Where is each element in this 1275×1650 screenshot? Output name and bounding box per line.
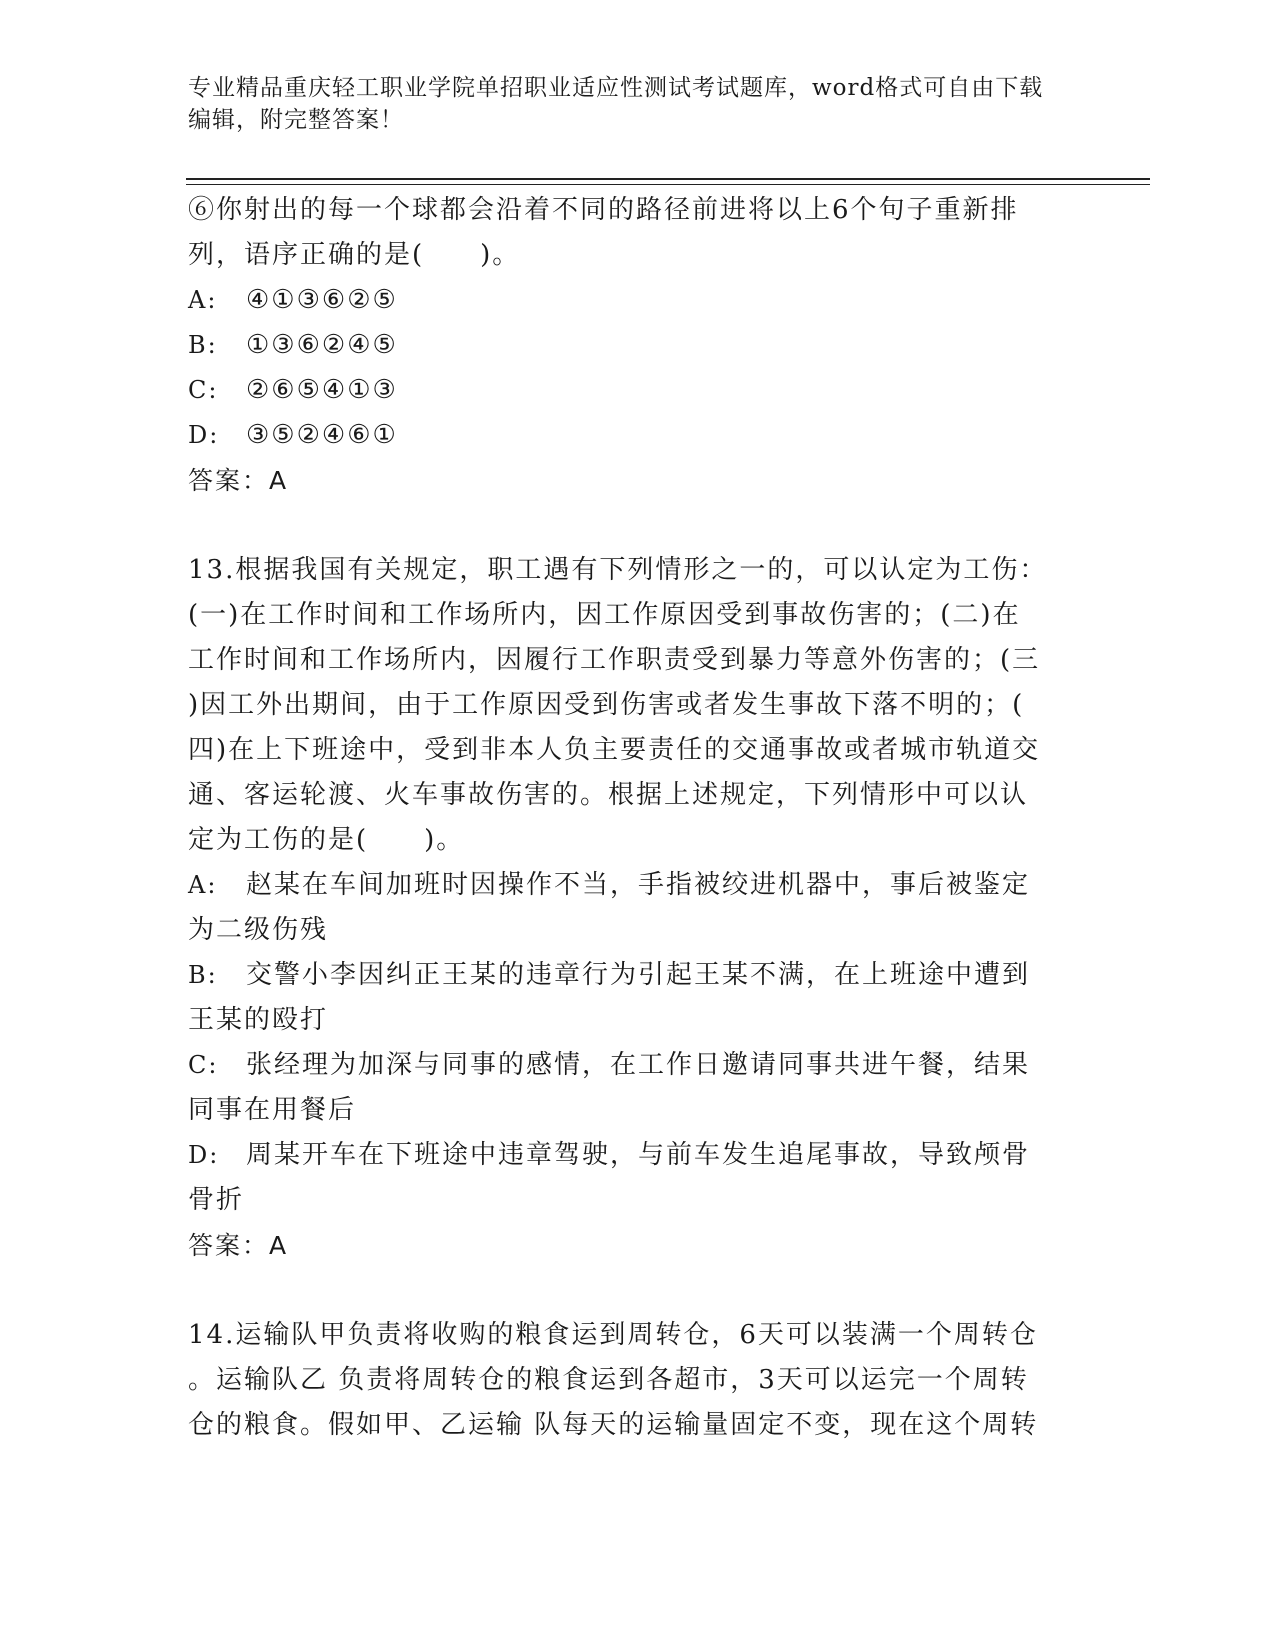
question-text-line: 仓的粮食。假如甲、乙运输 队每天的运输量固定不变，现在这个周转 bbox=[188, 1410, 1039, 1440]
question-14 bbox=[188, 1313, 1078, 1448]
option-d bbox=[188, 1133, 1078, 1178]
question-text-line: 13.根据我国有关规定，职工遇有下列情形之一的，可以认定为工伤： bbox=[188, 555, 1048, 585]
option-d-continuation: 骨折 bbox=[188, 1185, 245, 1215]
question-text-line: 通、客运轮渡、火车事故伤害的。根据上述规定，下列情形中可以认 bbox=[188, 780, 1029, 810]
header-divider-thick bbox=[186, 178, 1150, 180]
option-label: C: bbox=[188, 376, 219, 404]
header-line-1: 专业精品重庆轻工职业学院单招职业适应性测试考试题库，word格式可自由下载 bbox=[188, 75, 1044, 101]
page-header bbox=[188, 72, 1068, 136]
option-text: ④①③⑥②⑤ bbox=[246, 285, 398, 315]
question-text-line: )因工外出期间，由于工作原因受到伤害或者发生事故下落不明的；( bbox=[188, 690, 1025, 720]
answer-text: 答案：A bbox=[188, 1231, 289, 1260]
option-c bbox=[188, 1043, 1078, 1088]
option-c-continuation: 同事在用餐后 bbox=[188, 1095, 357, 1125]
question-text-line: 工作时间和工作场所内，因履行工作职责受到暴力等意外伤害的；(三 bbox=[188, 645, 1041, 675]
option-label: C: bbox=[188, 1051, 219, 1079]
option-a bbox=[188, 278, 1078, 323]
option-text: ①③⑥②④⑤ bbox=[246, 330, 398, 360]
question-text-line: ⑥你射出的每一个球都会沿着不同的路径前进将以上6个句子重新排 bbox=[188, 195, 1019, 225]
option-a-continuation: 为二级伤残 bbox=[188, 915, 329, 945]
document-body bbox=[188, 188, 1078, 1448]
question-text-line: (一)在工作时间和工作场所内，因工作原因受到事故伤害的；(二)在 bbox=[188, 600, 1021, 630]
option-b bbox=[188, 953, 1078, 998]
question-text-line: 四)在上下班途中，受到非本人负主要责任的交通事故或者城市轨道交 bbox=[188, 735, 1041, 765]
question-text-line: 14.运输队甲负责将收购的粮食运到周转仓，6天可以装满一个周转仓 bbox=[188, 1320, 1038, 1350]
question-text-line: 列，语序正确的是( )。 bbox=[188, 240, 521, 270]
option-label: B: bbox=[188, 331, 218, 359]
spacer bbox=[188, 1268, 1078, 1313]
option-text: ③⑤②④⑥① bbox=[246, 420, 398, 450]
option-label: A: bbox=[188, 871, 218, 899]
option-a bbox=[188, 863, 1078, 908]
option-text: 周某开车在下班途中违章驾驶，与前车发生追尾事故，导致颅骨 bbox=[246, 1140, 1031, 1170]
option-b-continuation: 王某的殴打 bbox=[188, 1005, 329, 1035]
option-label: D: bbox=[188, 421, 220, 449]
option-text: 交警小李因纠正王某的违章行为引起王某不满，在上班途中遭到 bbox=[246, 960, 1031, 990]
question-12 bbox=[188, 188, 1078, 503]
question-13 bbox=[188, 548, 1078, 1268]
option-label: A: bbox=[188, 286, 218, 314]
option-d bbox=[188, 413, 1078, 458]
answer-text: 答案：A bbox=[188, 466, 289, 495]
option-label: B: bbox=[188, 961, 218, 989]
option-c bbox=[188, 368, 1078, 413]
option-text: 张经理为加深与同事的感情，在工作日邀请同事共进午餐，结果 bbox=[246, 1050, 1031, 1080]
option-text: 赵某在车间加班时因操作不当，手指被绞进机器中，事后被鉴定 bbox=[246, 870, 1031, 900]
question-text-line: 定为工伤的是( )。 bbox=[188, 825, 465, 855]
spacer bbox=[188, 503, 1078, 548]
header-line-2: 编辑，附完整答案！ bbox=[188, 107, 404, 133]
option-label: D: bbox=[188, 1141, 220, 1169]
question-text-line: 。运输队乙 负责将周转仓的粮食运到各超市，3天可以运完一个周转 bbox=[188, 1365, 1029, 1395]
option-text: ②⑥⑤④①③ bbox=[246, 375, 398, 405]
option-b bbox=[188, 323, 1078, 368]
header-divider-thin bbox=[186, 184, 1150, 185]
